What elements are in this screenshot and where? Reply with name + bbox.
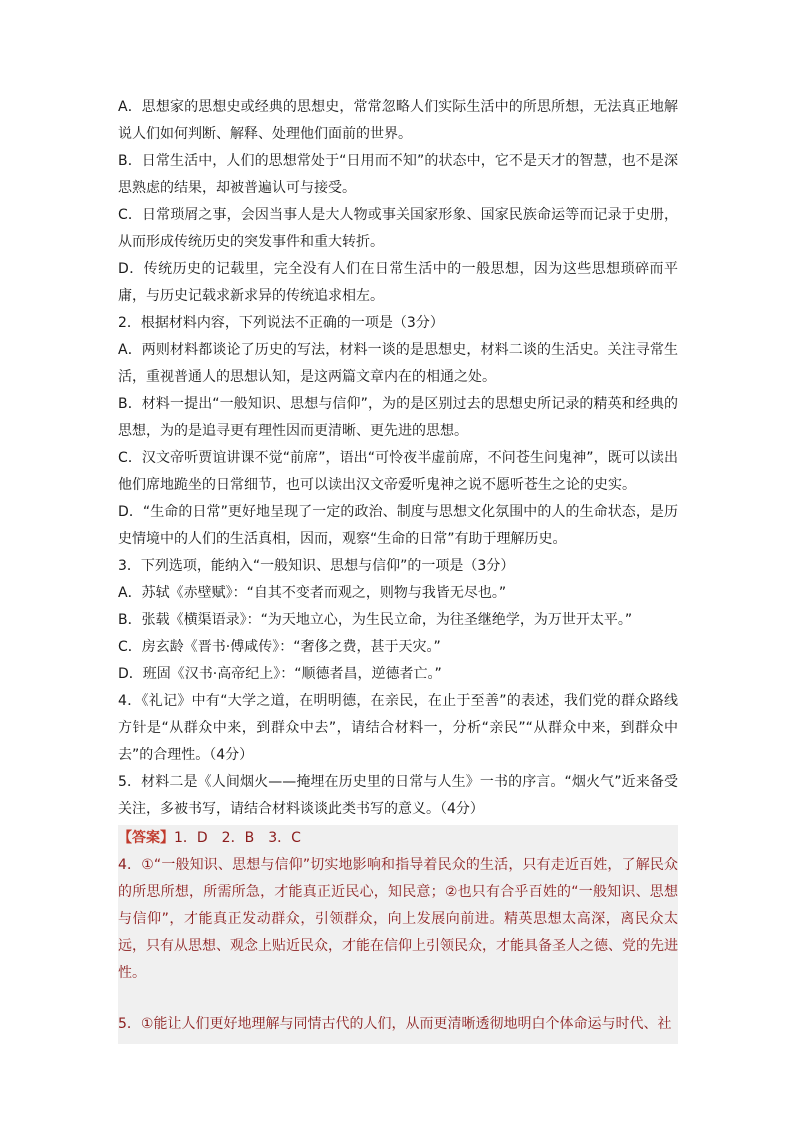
- option-b-q1: B．日常生活中，人们的思想常处于“日用而不知”的状态中，它不是天才的智慧，也不是深思熟虑的结果，却被普遍认可与接受。: [118, 153, 678, 196]
- question-5: 5．材料二是《人间烟火——掩埋在历史里的日常与人生》一书的序言。“烟火气”近来备受关注，多被书写，请结合材料谈谈此类书写的意义。（4分）: [118, 774, 678, 817]
- document-page: [118, 94, 678, 1044]
- answer-gap: [118, 987, 678, 1011]
- option-c-q3: C．房玄龄《晋书·傅咸传》：“奢侈之费，甚于天灾。”: [118, 639, 441, 655]
- option-a-q3: A．苏轼《赤壁赋》：“自其不变者而观之，则物与我皆无尽也。”: [118, 585, 507, 601]
- answer-label: 【答案】: [118, 830, 174, 846]
- option-d-q3: D．班固《汉书·高帝纪上》：“顺德者昌，逆德者亡。”: [118, 666, 442, 682]
- option-c-q1: C．日常琐屑之事，会因当事人是大人物或事关国家形象、国家民族命运等而记录于史册，从而形成传统历史的突发事件和重大转折。: [118, 207, 678, 250]
- option-a-q2: A．两则材料都谈论了历史的写法，材料一谈的是思想史，材料二谈的生活史。关注寻常生活，重视普通人的思想认知，是这两篇文章内在的相通之处。: [118, 342, 678, 385]
- answer-block: [118, 825, 678, 1044]
- option-a-q1: A．思想家的思想史或经典的思想史，常常忽略人们实际生活中的所思所想，无法真正地解说人们如何判断、解释、处理他们面前的世界。: [118, 99, 678, 142]
- question-3: 3．下列选项，能纳入“一般知识、思想与信仰”的一项是（3分）: [118, 558, 515, 574]
- option-d-q2: D．“生命的日常”更好地呈现了一定的政治、制度与思想文化氛围中的人的生命状态，是历史情境中的人们的生活真相，因而，观察“生命的日常”有助于理解历史。: [118, 504, 678, 547]
- question-4: 4．《礼记》中有“大学之道，在明明德，在亲民，在止于至善”的表述，我们党的群众路线方针是“从群众中来，到群众中去”，请结合材料一，分析“亲民”“从群众中来，到群众中去”的合理性。（4分）: [118, 693, 678, 763]
- question-2: 2．根据材料内容，下列说法不正确的一项是（3分）: [118, 315, 444, 331]
- option-d-q1: D．传统历史的记载里，完全没有人们在日常生活中的一般思想，因为这些思想琐碎而平庸，与历史记载求新求异的传统追求相左。: [118, 261, 678, 304]
- answer-choices: 1．D 2．B 3．C: [174, 830, 301, 846]
- answer-q4: 4．①“一般知识、思想与信仰”切实地影响和指导着民众的生活，只有走近百姓，了解民众的所思所想，所需所急，才能真正近民心，知民意；②也只有合乎百姓的“一般知识、思想与信仰”，才能真正发动群众，引领群众，向上发展向前进。精英思想太高深，离民众太远，只有从思想、观念上贴近民众，才能在信仰上引领民众，才能具备圣人之德、党的先进性。: [118, 857, 678, 981]
- answer-choices-line: [118, 825, 678, 852]
- answer-q5: 5．①能让人们更好地理解与同情古代的人们，从而更清晰透彻地明白个体命运与时代、社: [118, 1016, 672, 1032]
- option-b-q3: B．张载《横渠语录》：“为天地立心，为生民立命，为往圣继绝学，为万世开太平。”: [118, 612, 633, 628]
- option-b-q2: B．材料一提出“一般知识、思想与信仰”，为的是区别过去的思想史所记录的精英和经典的思想，为的是追寻更有理性因而更清晰、更先进的思想。: [118, 396, 678, 439]
- option-c-q2: C．汉文帝听贾谊讲课不觉“前席”，语出“可怜夜半虚前席，不问苍生问鬼神”，既可以读出他们席地跪坐的日常细节，也可以读出汉文帝爱听鬼神之说不愿听苍生之论的史实。: [118, 450, 678, 493]
